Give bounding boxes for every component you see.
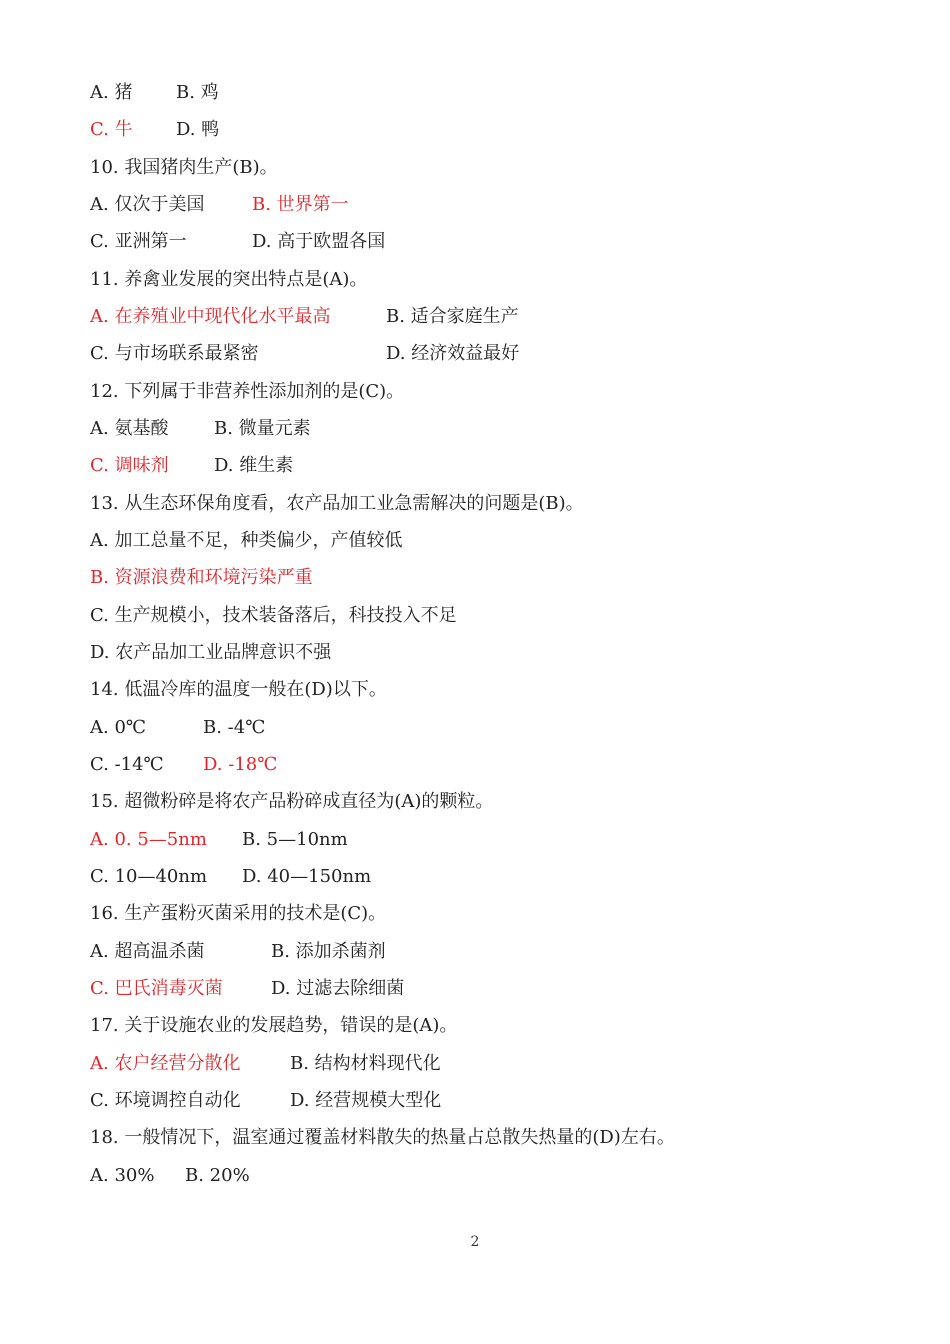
option-d: D. 维生素 xyxy=(214,455,294,476)
option-c: C. 10—40nm xyxy=(90,866,208,887)
option-b: B. 结构材料现代化 xyxy=(290,1053,441,1074)
option-c: C. 生产规模小，技术装备落后，科技投入不足 xyxy=(90,605,457,626)
option-d-correct: D. -18℃ xyxy=(203,754,278,775)
page-number: 2 xyxy=(470,1234,480,1250)
option-b: B. 微量元素 xyxy=(214,418,311,439)
option-a-correct: A. 在养殖业中现代化水平最高 xyxy=(90,306,331,327)
option-a: A. 0℃ xyxy=(90,717,147,738)
option-a-correct: A. 0. 5—5nm xyxy=(90,829,207,850)
option-d: D. 鸭 xyxy=(176,119,220,140)
question-stem: 16. 生产蛋粉灭菌采用的技术是(C)。 xyxy=(90,903,387,924)
option-b: B. 鸡 xyxy=(176,82,219,103)
option-a: A. 仅次于美国 xyxy=(90,194,205,215)
option-d: D. 40—150nm xyxy=(242,866,372,887)
option-a: A. 超高温杀菌 xyxy=(90,941,205,962)
option-b: B. 20% xyxy=(185,1165,250,1186)
option-a: A. 30% xyxy=(90,1165,155,1186)
option-b: B. 适合家庭生产 xyxy=(386,306,519,327)
option-a-correct: A. 农户经营分散化 xyxy=(90,1053,241,1074)
question-stem: 12. 下列属于非营养性添加剂的是(C)。 xyxy=(90,381,405,402)
option-d: D. 经营规模大型化 xyxy=(290,1090,442,1111)
option-c-correct: C. 调味剂 xyxy=(90,455,169,476)
option-c: C. 亚洲第一 xyxy=(90,231,187,252)
option-d: D. 经济效益最好 xyxy=(386,343,520,364)
option-c: C. 环境调控自动化 xyxy=(90,1090,241,1111)
option-a: A. 猪 xyxy=(90,82,133,103)
option-b-correct: B. 世界第一 xyxy=(252,194,349,215)
option-a: A. 氨基酸 xyxy=(90,418,169,439)
question-stem: 17. 关于设施农业的发展趋势，错误的是(A)。 xyxy=(90,1015,458,1036)
question-stem: 10. 我国猪肉生产(B)。 xyxy=(90,157,278,178)
question-stem: 11. 养禽业发展的突出特点是(A)。 xyxy=(90,269,368,290)
option-d: D. 过滤去除细菌 xyxy=(271,978,405,999)
option-c: C. -14℃ xyxy=(90,754,164,775)
option-c-correct: C. 牛 xyxy=(90,119,133,140)
option-a: A. 加工总量不足，种类偏少，产值较低 xyxy=(90,530,403,551)
option-c-correct: C. 巴氏消毒灭菌 xyxy=(90,978,223,999)
question-stem: 18. 一般情况下，温室通过覆盖材料散失的热量占总散失热量的(D)左右。 xyxy=(90,1127,675,1148)
option-d: D. 高于欧盟各国 xyxy=(252,231,386,252)
option-c: C. 与市场联系最紧密 xyxy=(90,343,259,364)
question-stem: 13. 从生态环保角度看，农产品加工业急需解决的问题是(B)。 xyxy=(90,493,584,514)
question-stem: 14. 低温冷库的温度一般在(D)以下。 xyxy=(90,679,387,700)
option-b-correct: B. 资源浪费和环境污染严重 xyxy=(90,567,313,588)
question-stem: 15. 超微粉碎是将农产品粉碎成直径为(A)的颗粒。 xyxy=(90,791,494,812)
option-b: B. 添加杀菌剂 xyxy=(271,941,386,962)
option-b: B. 5—10nm xyxy=(242,829,348,850)
option-d: D. 农产品加工业品牌意识不强 xyxy=(90,642,332,663)
option-b: B. -4℃ xyxy=(203,717,266,738)
